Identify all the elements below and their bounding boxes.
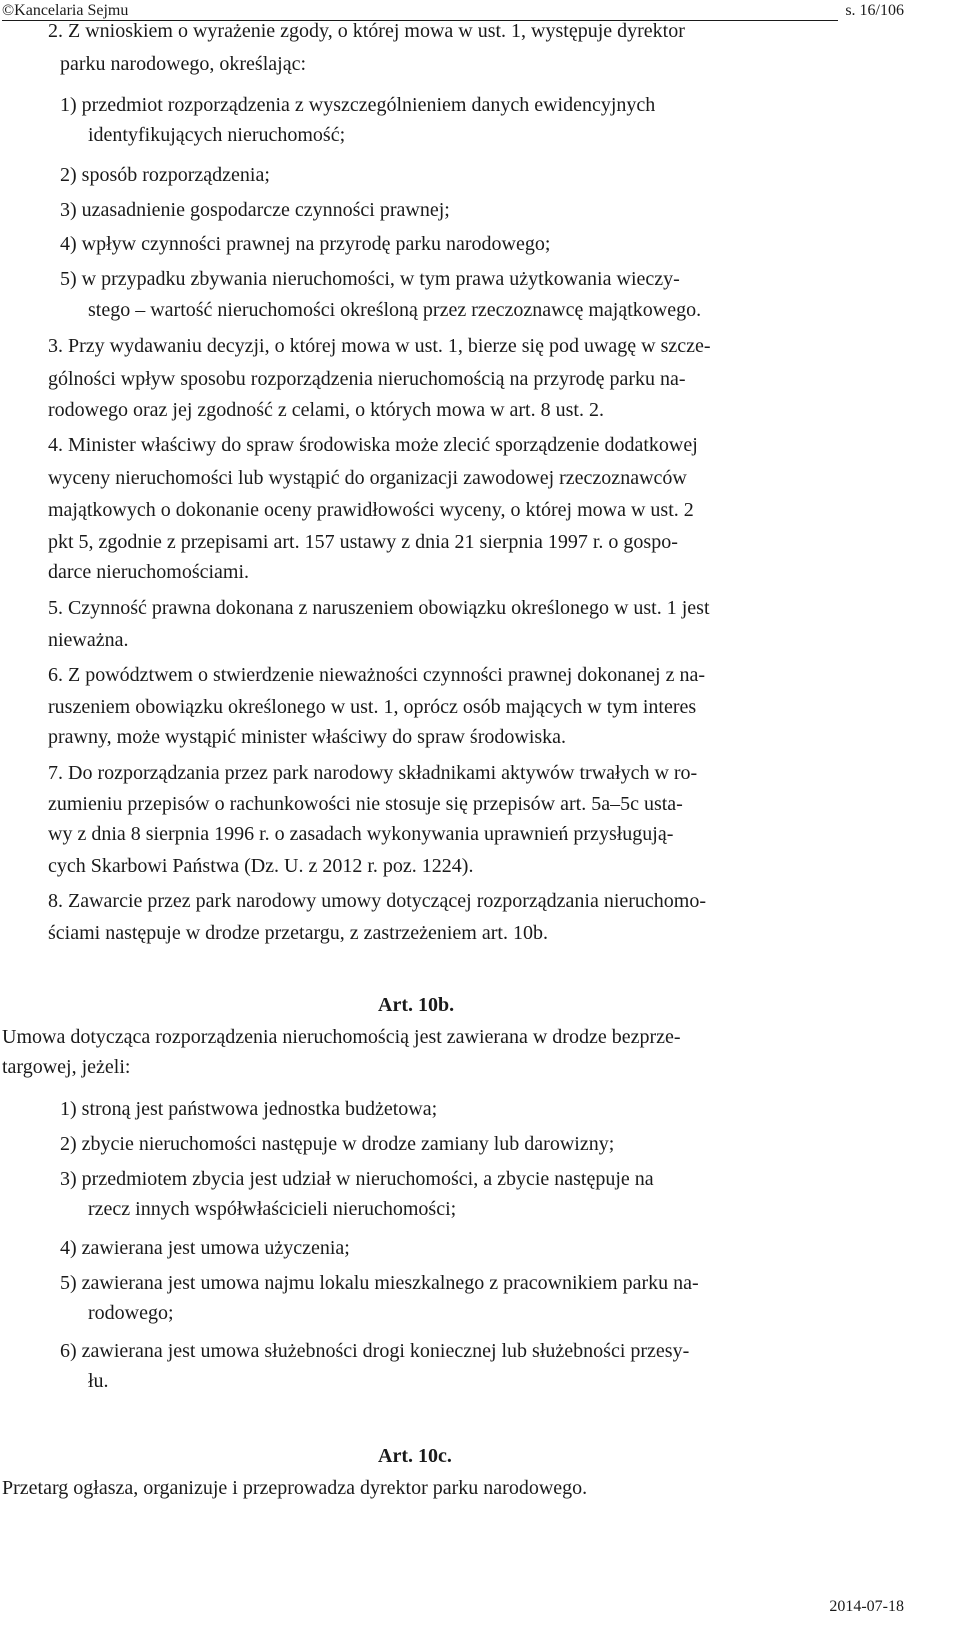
- paragraph-2-item-4: 4) wpływ czynności prawnej na przyrodę parku narodowego;: [60, 233, 551, 255]
- paragraph-7-line: 7. Do rozporządzania przez park narodowy składnikami aktywów trwałych w ro-: [48, 762, 698, 784]
- paragraph-6-line: ruszeniem obowiązku określonego w ust. 1, oprócz osób mających w tym interes: [48, 696, 697, 718]
- paragraph-3-line: 3. Przy wydawaniu decyzji, o której mowa w ust. 1, bierze się pod uwagę w szcze-: [48, 335, 711, 357]
- paragraph-7-line: wy z dnia 8 sierpnia 1996 r. o zasadach wykonywania uprawnień przysługują-: [48, 823, 674, 845]
- article-10b-intro-line: targowej, jeżeli:: [2, 1056, 131, 1078]
- article-10b-item-5-continuation: rodowego;: [88, 1302, 174, 1324]
- article-10b-intro-line: Umowa dotycząca rozporządzenia nieruchomością jest zawierana w drodze bezprze-: [2, 1026, 681, 1048]
- header-copyright: ©Kancelaria Sejmu: [2, 2, 129, 19]
- paragraph-4-line: darce nieruchomościami.: [48, 561, 250, 583]
- article-10c-heading: Art. 10c.: [378, 1445, 452, 1467]
- article-10b-item-4: 4) zawierana jest umowa użyczenia;: [60, 1237, 350, 1259]
- article-10b-item-2: 2) zbycie nieruchomości następuje w drodze zamiany lub darowizny;: [60, 1133, 615, 1155]
- paragraph-2-line: parku narodowego, określając:: [60, 53, 307, 75]
- paragraph-3-line: rodowego oraz jej zgodność z celami, o których mowa w art. 8 ust. 2.: [48, 399, 604, 421]
- paragraph-8-line: ściami następuje w drodze przetargu, z zastrzeżeniem art. 10b.: [48, 922, 548, 944]
- paragraph-5-line: nieważna.: [48, 629, 129, 651]
- article-10b-item-6: 6) zawierana jest umowa służebności drogi koniecznej lub służebności przesy-: [60, 1340, 690, 1362]
- paragraph-2-item-2: 2) sposób rozporządzenia;: [60, 164, 270, 186]
- paragraph-6-line: 6. Z powództwem o stwierdzenie nieważności czynności prawnej dokonanej z na-: [48, 664, 705, 686]
- article-10b-item-3: 3) przedmiotem zbycia jest udział w nieruchomości, a zbycie następuje na: [60, 1168, 654, 1190]
- paragraph-2-item-5: 5) w przypadku zbywania nieruchomości, w tym prawa użytkowania wieczy-: [60, 268, 680, 290]
- article-10b-item-5: 5) zawierana jest umowa najmu lokalu mieszkalnego z pracownikiem parku na-: [60, 1272, 699, 1294]
- footer-date: 2014-07-18: [829, 1598, 904, 1615]
- article-10b-item-6-continuation: łu.: [88, 1370, 109, 1392]
- paragraph-2-item-1-continuation: identyfikujących nieruchomość;: [88, 124, 346, 146]
- paragraph-2-item-3: 3) uzasadnienie gospodarcze czynności prawnej;: [60, 199, 450, 221]
- paragraph-8-line: 8. Zawarcie przez park narodowy umowy dotyczącej rozporządzania nieruchomo-: [48, 890, 707, 912]
- paragraph-4-line: 4. Minister właściwy do spraw środowiska może zlecić sporządzenie dodatkowej: [48, 434, 698, 456]
- paragraph-4-line: majątkowych o dokonanie oceny prawidłowości wyceny, o której mowa w ust. 2: [48, 499, 694, 521]
- paragraph-2-item-1: 1) przedmiot rozporządzenia z wyszczególnieniem danych ewidencyjnych: [60, 94, 656, 116]
- paragraph-4-line: pkt 5, zgodnie z przepisami art. 157 ustawy z dnia 21 sierpnia 1997 r. o gospo-: [48, 531, 678, 553]
- paragraph-2-line: 2. Z wnioskiem o wyrażenie zgody, o której mowa w ust. 1, występuje dyrektor: [48, 20, 685, 42]
- paragraph-2-item-5-continuation: stego – wartość nieruchomości określoną przez rzeczoznawcę majątkowego.: [88, 299, 702, 321]
- article-10b-item-3-continuation: rzecz innych współwłaścicieli nieruchomości;: [88, 1198, 457, 1220]
- paragraph-3-line: gólności wpływ sposobu rozporządzenia nieruchomością na przyrodę parku na-: [48, 368, 686, 390]
- paragraph-6-line: prawny, może wystąpić minister właściwy do spraw środowiska.: [48, 726, 567, 748]
- article-10b-item-1: 1) stroną jest państwowa jednostka budżetowa;: [60, 1098, 438, 1120]
- paragraph-7-line: zumieniu przepisów o rachunkowości nie stosuje się przepisów art. 5a–5c usta-: [48, 793, 683, 815]
- header-page-number: s. 16/106: [845, 2, 904, 19]
- article-10c-text: Przetarg ogłasza, organizuje i przeprowadza dyrektor parku narodowego.: [2, 1477, 588, 1499]
- paragraph-4-line: wyceny nieruchomości lub wystąpić do organizacji zawodowej rzeczoznawców: [48, 467, 687, 489]
- paragraph-5-line: 5. Czynność prawna dokonana z naruszeniem obowiązku określonego w ust. 1 jest: [48, 597, 710, 619]
- paragraph-7-line: cych Skarbowi Państwa (Dz. U. z 2012 r. poz. 1224).: [48, 855, 474, 877]
- article-10b-heading: Art. 10b.: [378, 994, 455, 1016]
